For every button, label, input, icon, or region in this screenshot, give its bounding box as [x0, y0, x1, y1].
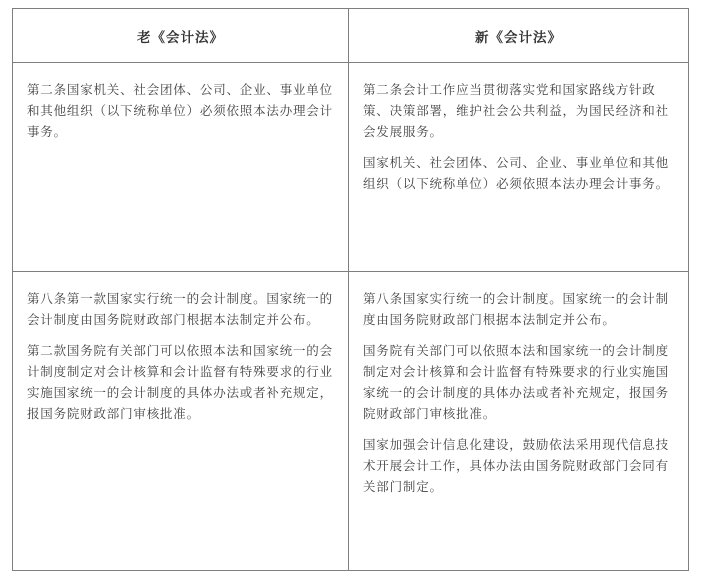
header-row: [13, 9, 689, 63]
new-law-cell: [349, 272, 689, 571]
header-new-law: 新《会计法》: [349, 9, 689, 63]
new-law-paragraph: 第二条会计工作应当贯彻落实党和国家路线方针政策、决策部署，维护社会公共利益，为国民经济和社会发展服务。: [363, 82, 669, 139]
new-law-paragraph: 国家加强会计信息化建设，鼓励依法采用现代信息技术开展会计工作，具体办法由国务院财政部门会同有关部门制定。: [363, 437, 669, 494]
old-law-paragraph: 第二款国务院有关部门可以依照本法和国家统一的会计制度制定对会计核算和会计监督有特殊要求的行业实施国家统一的会计制度的具体办法或者补充规定，报国务院财政部门审核批准。: [27, 343, 333, 421]
new-law-cell: [349, 63, 689, 272]
comparison-table: [12, 8, 689, 571]
new-law-paragraph: 国家机关、社会团体、公司、企业、事业单位和其他组织（以下统称单位）必须依照本法办理会计事务。: [363, 155, 669, 191]
old-law-cell: [13, 63, 349, 272]
header-old-law: 老《会计法》: [13, 9, 349, 63]
old-law-paragraph: 第八条第一款国家实行统一的会计制度。国家统一的会计制度由国务院财政部门根据本法制定并公布。: [27, 291, 333, 327]
new-law-paragraph: 国务院有关部门可以依照本法和国家统一的会计制度制定对会计核算和会计监督有特殊要求的行业实施国家统一的会计制度的具体办法或者补充规定，报国务院财政部门审核批准。: [363, 343, 669, 421]
old-law-cell: [13, 272, 349, 571]
old-law-paragraph: 第二条国家机关、社会团体、公司、企业、事业单位和其他组织（以下统称单位）必须依照本法办理会计事务。: [27, 82, 333, 139]
table-row: [13, 272, 689, 571]
table-row: [13, 63, 689, 272]
new-law-paragraph: 第八条国家实行统一的会计制度。国家统一的会计制度由国务院财政部门根据本法制定并公布。: [363, 291, 669, 327]
